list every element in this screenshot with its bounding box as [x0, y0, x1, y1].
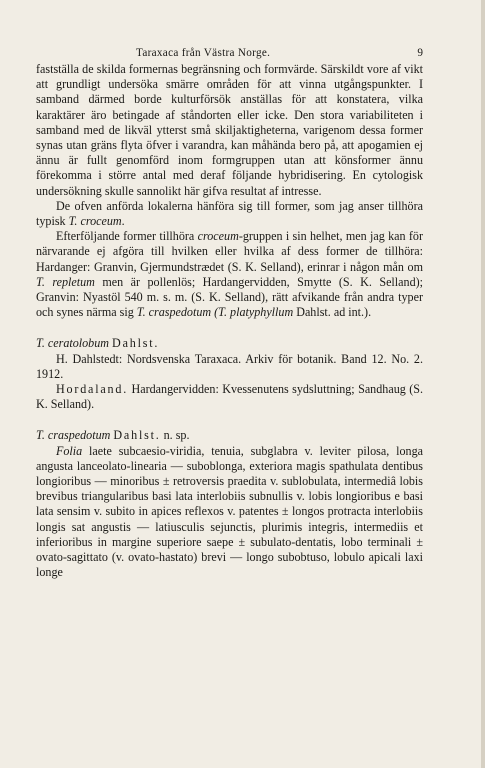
paragraph-3-text-a: Efterföljande former tillhöra	[56, 229, 198, 244]
paragraph-1: fastställa de skilda formernas begränsning och formvärde. Särskildt vore af vikt att grundligt undersöka smärre områden för att vinna utgångspunkter. I samband därmed borde kulturförsök anställas för att konstatera, vilka karaktärer äro betingade af ståndorten eller icke. Den stora variabiliteten i samband med de likväl ytterst små skiljaktigheterna, varigenom dessa former synas utan gräns flyta öfver i varandra, kan måhända bero på, att apogamien ej ännu är fullt genomförd inom formgruppen utan att könsformer ännu förekomma i större antal med deraf följande hybridisering. En cytologisk undersökning skulle sannolikt här gifva resultat af intresse.	[36, 62, 423, 198]
paragraph-3-text-g: Dahlst. ad int.).	[293, 305, 372, 320]
locality-paragraph	[36, 382, 423, 412]
group-name-croceum: croceum	[197, 229, 239, 244]
paragraph-3	[36, 229, 423, 320]
species-name-craspedotum-platyphyllum: T. craspedotum (T. platyphyllum	[136, 305, 294, 320]
locality-text: Hardangervidden: Kvessenutens sydsluttning; Sandhaug (S. K. Selland).	[36, 382, 423, 412]
page-edge-shadow	[481, 0, 485, 768]
body-text	[36, 62, 423, 581]
folia-term: Folia	[56, 443, 83, 458]
paragraph-2	[36, 199, 423, 229]
paragraph-2-end: .	[121, 214, 125, 229]
paragraph-3-text-c: -gruppen i sin helhet, men jag kan för närvarande ej afgöra till hvilken eller hvilka af dess former de tillhöra: Hardanger: Granvin, Gjermundstrædet (S. K. Selland), erinrar i någon mån om	[36, 229, 423, 274]
species-name-ceratolobum: T. ceratolobum	[36, 336, 110, 351]
paragraph-3-text-e: men är pollenlös; Hardangervidden, Smytte (S. K. Selland); Granvin: Nyastöl 540 m. s. m. (S. K. Selland), rätt afvikande från andra typer och synes närma sig	[36, 274, 423, 320]
page-number: 9	[417, 47, 423, 59]
species-heading-ceratolobum	[36, 336, 423, 351]
running-title: Taraxaca från Västra Norge.	[136, 47, 271, 59]
species-name-repletum: T. repletum	[36, 274, 95, 289]
species-name-croceum: T. croceum	[68, 214, 122, 229]
new-species-marker: n. sp.	[160, 428, 190, 443]
latin-description-text: laete subcaesio-viridia, tenuia, subglabra v. leviter pilosa, longa angusta lanceolato-linearia — suboblonga, exteriora magis spathulata dentibus longioribus — minoribus ± retroversis praedita v. sublobulata, intermediâ lobis brevibus triangularibus basi lata interlobiis subnullis v. lobis longioribus e basi lata sensim v. subito in apices reflexos v. patentes ± longos protracta interlobiis longis sat angustis — latiusculis sejunctis, plurimis integris, intermediis et inferioribus in margine superiore saepe ± subulato-dentatis, lobo terminali ± ovato-sagittato (v. ovato-hastato) brevi — longo subobtuso, lobulo apicali laxi longe	[36, 443, 423, 580]
species-author: Dahlst.	[113, 428, 161, 443]
species-author: Dahlst.	[112, 336, 160, 351]
species-name-craspedotum: T. craspedotum	[36, 428, 111, 443]
paragraph-2-text: De ofven anförda lokalerna hänföra sig till former, som jag anser tillhöra typisk	[36, 198, 423, 229]
species-heading-craspedotum	[36, 428, 423, 443]
page-header	[36, 0, 423, 62]
latin-description	[36, 444, 423, 581]
literature-reference: H. Dahlstedt: Nordsvenska Taraxaca. Arkiv för botanik. Band 12. No. 2. 1912.	[36, 351, 423, 381]
locality-region: Hordaland.	[56, 382, 129, 397]
